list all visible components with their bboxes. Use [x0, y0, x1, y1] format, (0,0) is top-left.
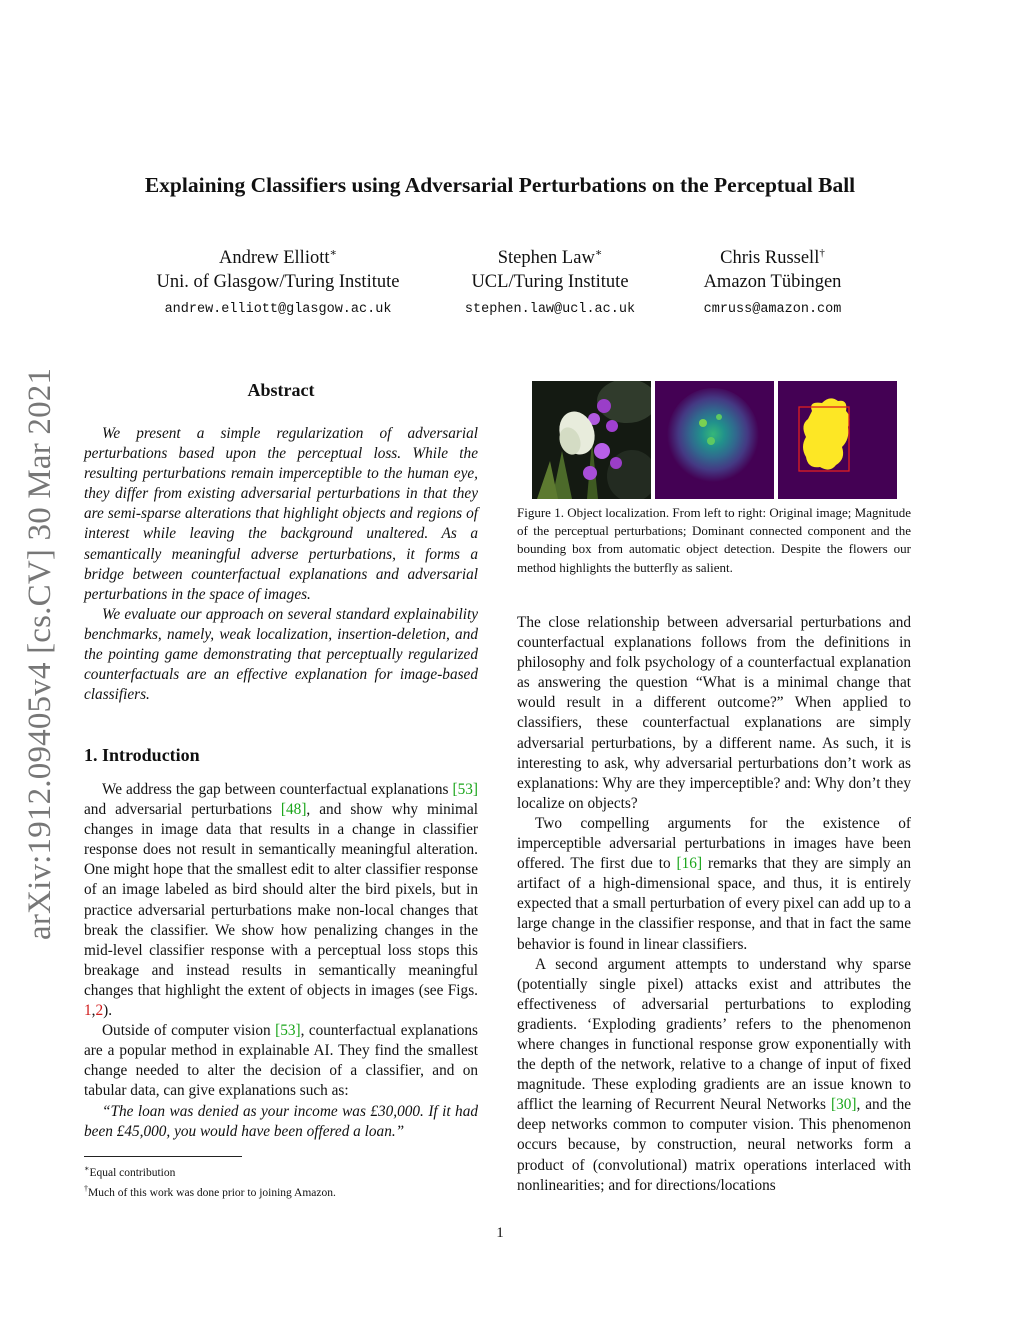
author-email: stephen.law@ucl.ac.uk [464, 302, 636, 318]
author-email: cmruss@amazon.com [703, 302, 842, 318]
page-number: 1 [496, 1225, 504, 1241]
paper-title: Explaining Classifiers using Adversarial Perturbations on the Perceptual Ball [144, 173, 856, 197]
citation-link[interactable]: [53] [275, 1022, 301, 1040]
footnote: †Much of this work was done prior to joining Amazon. [84, 1183, 336, 1199]
abstract-body [84, 424, 478, 705]
author-affiliation: Amazon Tübingen [703, 272, 842, 293]
author-name: Chris Russell [720, 248, 820, 269]
author-email: andrew.elliott@glasgow.ac.uk [164, 302, 392, 318]
abstract-paragraph: We present a simple regularization of adversarial perturbations based upon the perceptual loss. While the resulting perturbations remain imperceptible to the human eye, they differ from existing adversarial perturbations in that they are semi-sparse alterations that highlight objects and regions of interest while leaving the background unaltered. As a semantically meaningful adverse perturbations, it forms a bridge between counterfactual explanations and adversarial perturbations in the space of images. [84, 425, 478, 603]
citation-link[interactable]: [48] [280, 801, 307, 819]
intro-quote: “The loan was denied as your income was £30,000. If it had been £45,000, you would have been offered a loan.” [84, 1102, 478, 1140]
author-block-1 [128, 241, 428, 322]
author-mark: ∗ [329, 247, 337, 259]
figure-perturbation-heatmap [655, 381, 774, 499]
author-affiliation: UCL/Turing Institute [471, 272, 629, 293]
body-paragraph: The close relationship between adversarial perturbations and counterfactual explanations follows from the definitions in philosophy and folk psychology of a counterfactual explanation as answering the question “What is a minimal change that would result in a different outcome?” When applied to classifiers, these counterfactual explanations are simply adversarial perturbations, by a different name. As such, it is interesting to ask, why adversarial perturbations don’t work as explanations: Why are they imperceptible? and: Why don’t they localize on objects? [517, 614, 911, 812]
body-paragraph: A second argument attempts to understand why sparse (potentially single pixel) attacks exist and attributes the effectiveness of adversarial perturbations to exploding gradients. ‘Exploding gradients’ refers to the phenomenon where changes in functional response grow exponentially with the depth of the network, relative to a change of input of fixed magnitude. These exploding gradients are an issue known to afflict the learning of Recurrent Neural Networks [30], and the deep networks common to computer vision. This phenomenon occurs because, by construction, neural networks form a product of (convolutional) matrix operations interlaced with nonlinearities; and for directions/locations [517, 955, 912, 1194]
author-name: Andrew Elliott [219, 248, 330, 269]
author-block-3 [670, 241, 875, 322]
author-affiliation: Uni. of Glasgow/Turing Institute [156, 272, 400, 293]
introduction-body [84, 780, 478, 1142]
citation-link[interactable]: [30] [830, 1096, 857, 1114]
author-mark: ∗ [594, 247, 603, 259]
footnote-rule [84, 1156, 242, 1157]
arxiv-identifier: arXiv:1912.09405v4 [cs.CV] 30 Mar 2021 [22, 367, 58, 940]
footnotes [84, 1161, 484, 1201]
intro-paragraph: Outside of computer vision [53], counterfactual explanations are a popular method in explainable AI. They find the smallest change needed to alter the decision of a classifier, and on tabular data, can give explanations such as: [84, 1022, 479, 1100]
figure-original-image [532, 381, 651, 499]
figure-ref-link[interactable]: 2 [95, 1002, 104, 1020]
author-name: Stephen Law [497, 248, 595, 269]
intro-paragraph: We address the gap between counterfactual explanations [53] and adversarial perturbations [48], and show why minimal changes in image data that results in a change in classifier response does not result in semantically meaningful alteration. One might hope that the smallest edit to alter classifier response of an image labeled as bird should alter the bird pixels, but in practice adversarial perturbations make non-local changes that break the classifier. We show how penalizing changes in the mid-level classifier response with a perceptual loss stops this breakage and instead results in semantically meaningful changes that highlight the extent of objects in images (see Figs. 1,2). [84, 781, 478, 1020]
abstract-paragraph: We evaluate our approach on several standard explainability benchmarks, namely, weak localization, insertion-deletion, and the pointing game demonstrating that perceptually regularized counterfactuals are an effective explanation for image-based classifiers. [84, 605, 478, 704]
abstract-heading: Abstract [247, 380, 315, 400]
citation-link[interactable]: [16] [676, 855, 703, 873]
author-block-2 [430, 241, 670, 322]
citation-link[interactable]: [53] [452, 781, 478, 798]
right-column-body [517, 613, 911, 1196]
figure-ref-link[interactable]: 1 [84, 1002, 92, 1020]
author-mark: † [819, 247, 825, 259]
footnote: ∗Equal contribution [84, 1164, 176, 1179]
body-paragraph: Two compelling arguments for the existence of imperceptible adversarial perturbations in images have been offered. The first due to [16] remarks that they are simply an artifact of a high-dimensional space, and thus, it is entirely expected that a small perturbation of every pixel can add up to a large change in the classifier response, and that in fact the same behavior is found in linear classifiers. [517, 814, 911, 953]
section-heading-introduction: 1. Introduction [84, 745, 200, 765]
figure-caption: Figure 1. Object localization. From left to right: Original image; Magnitude of the perceptual perturbations; Dominant connected component and the bounding box from automatic object detection. Despite the flowers our method highlights the butterfly as salient. [517, 505, 911, 575]
figure-bounding-box-mask [778, 381, 897, 499]
